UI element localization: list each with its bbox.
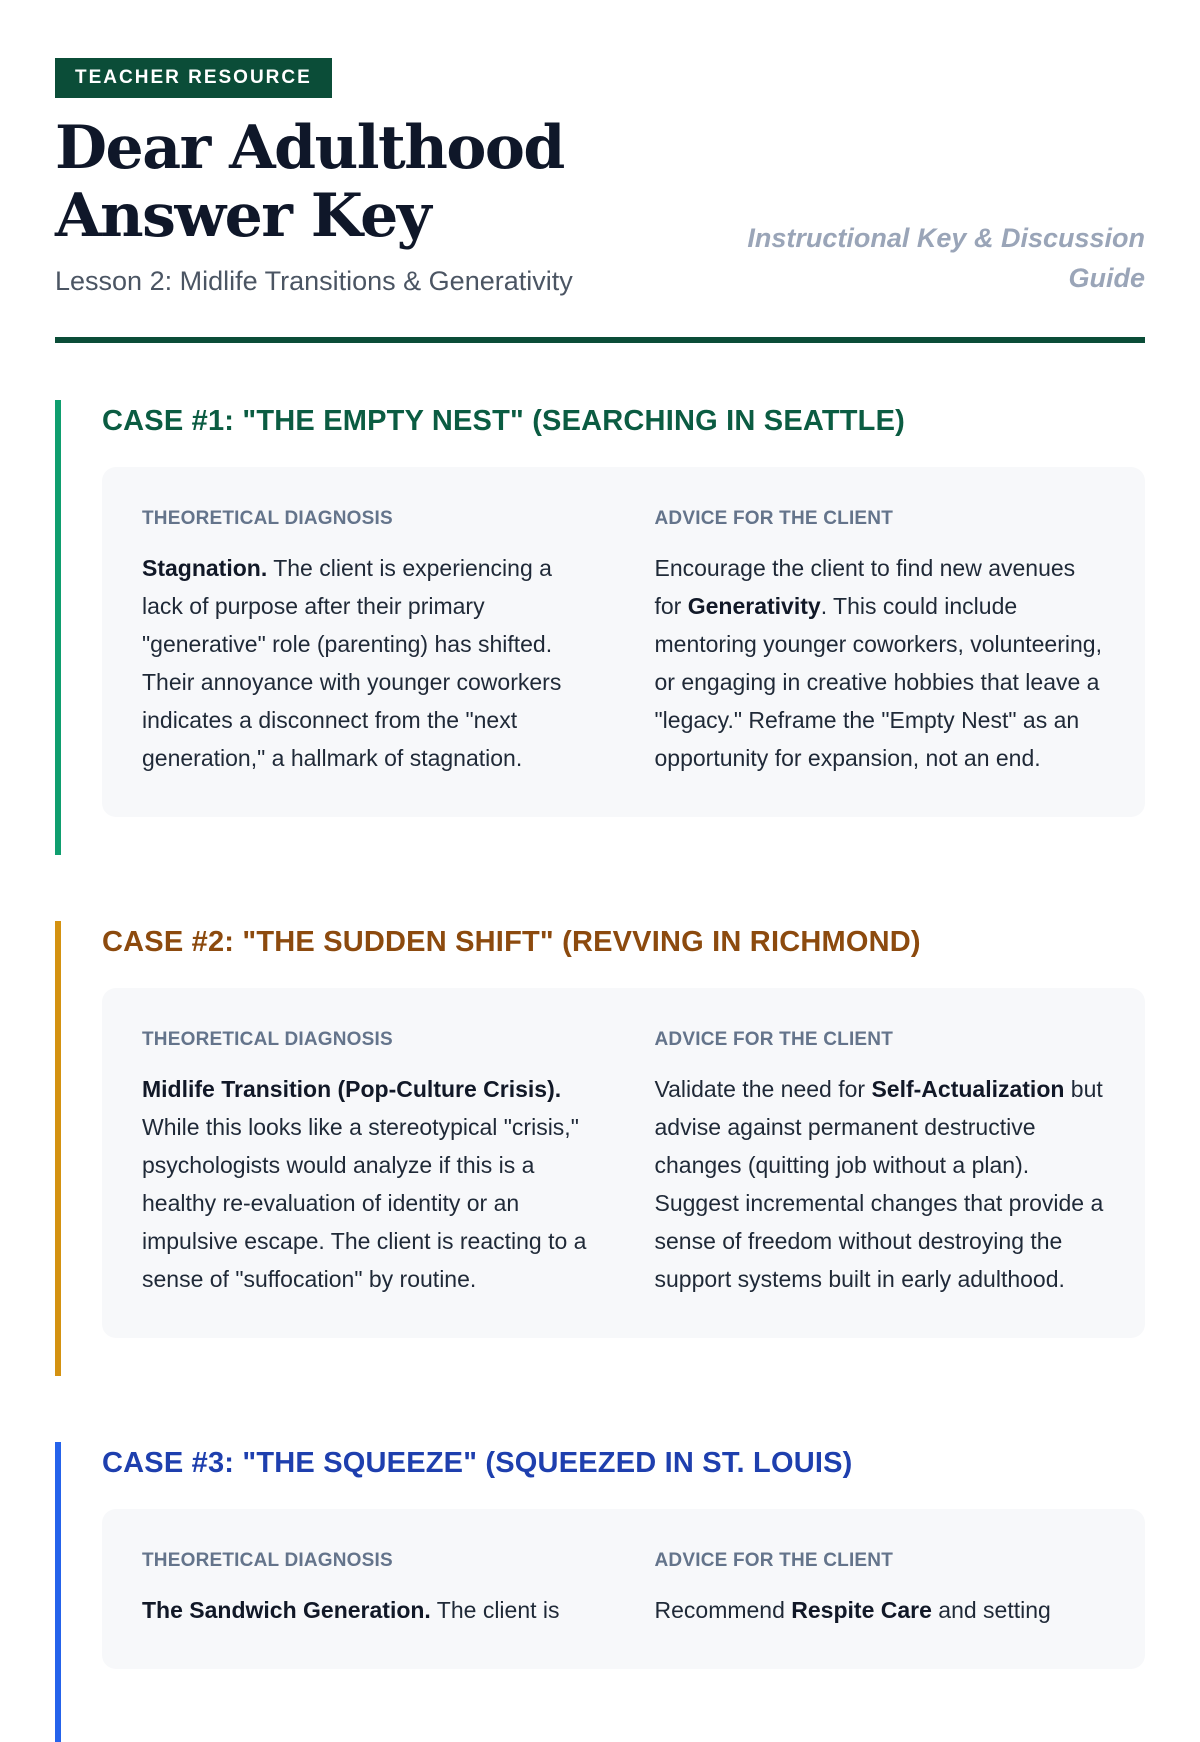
case-2-accent-bar [55, 921, 61, 1376]
case-3 [55, 1442, 1145, 1742]
diagnosis-text [142, 1591, 593, 1629]
case-1 [55, 400, 1145, 855]
guide-label: Instructional Key & Discussion Guide [747, 223, 1145, 293]
advice-term: Self-Actualization [871, 1076, 1065, 1102]
diagnosis-body: The client is experiencing a lack of purpose after their primary "generative" role (parenting) has shifted. Their annoyance with younger coworkers indicates a disconnect from the "next generation," a hallmark of stagnation. [142, 555, 562, 771]
advice-label: ADVICE FOR THE CLIENT [654, 508, 894, 529]
advice-term: Generativity [687, 593, 821, 619]
case-2-card [102, 988, 1145, 1338]
advice-label: ADVICE FOR THE CLIENT [654, 1029, 894, 1050]
diagnosis-label: THEORETICAL DIAGNOSIS [142, 1550, 393, 1571]
advice-term: Respite Care [791, 1597, 932, 1623]
case-1-accent-bar [55, 400, 61, 855]
case-2-advice [655, 1028, 1106, 1298]
advice-text [655, 1070, 1106, 1298]
case-1-advice [655, 507, 1106, 777]
advice-text [655, 1591, 1106, 1629]
case-3-accent-bar [55, 1442, 61, 1742]
diagnosis-label: THEORETICAL DIAGNOSIS [142, 508, 393, 529]
case-1-diagnosis [142, 507, 593, 777]
case-3-diagnosis [142, 1549, 593, 1629]
advice-pre: Validate the need for [654, 1076, 872, 1102]
diagnosis-body: The client is [430, 1597, 560, 1623]
advice-pre: Recommend [654, 1597, 792, 1623]
advice-post: but advise against permanent destructive changes (quitting job without a plan). Suggest incremental changes that provide a sense of freedom without destroying the support systems built in early adulthood. [654, 1076, 1104, 1292]
case-2 [55, 921, 1145, 1376]
diagnosis-text [142, 1070, 593, 1298]
diagnosis-label: THEORETICAL DIAGNOSIS [142, 1029, 393, 1050]
case-1-card [102, 467, 1145, 817]
advice-label: ADVICE FOR THE CLIENT [654, 1550, 894, 1571]
case-3-title: CASE #3: "THE SQUEEZE" (SQUEEZED IN ST. LOUIS) [102, 1447, 853, 1479]
diagnosis-term: The Sandwich Generation. [142, 1597, 431, 1623]
advice-text [655, 549, 1106, 777]
case-2-diagnosis [142, 1028, 593, 1298]
advice-pre: Encourage the client to find new avenues for [654, 555, 1076, 619]
diagnosis-term: Stagnation. [142, 555, 268, 581]
diagnosis-term: Midlife Transition (Pop-Culture Crisis). [142, 1076, 562, 1102]
case-2-title: CASE #2: "THE SUDDEN SHIFT" (REVVING IN RICHMOND) [102, 926, 921, 958]
case-3-card [102, 1509, 1145, 1669]
diagnosis-body: While this looks like a stereotypical "crisis," psychologists would analyze if this is a healthy re-evaluation of identity or an impulsive escape. The client is reacting to a sense of "suffocation" by routine. [142, 1114, 587, 1292]
page-header [55, 0, 1145, 345]
advice-post: and setting [931, 1597, 1051, 1623]
diagnosis-text [142, 549, 593, 777]
teacher-resource-badge: TEACHER RESOURCE [55, 58, 332, 98]
header-divider [55, 337, 1145, 343]
case-1-title: CASE #1: "THE EMPTY NEST" (SEARCHING IN SEATTLE) [102, 405, 905, 437]
case-3-advice [655, 1549, 1106, 1629]
page-title: Dear Adulthood Answer Key [55, 113, 564, 251]
lesson-subtitle: Lesson 2: Midlife Transitions & Generativity [55, 266, 573, 296]
advice-post: . This could include mentoring younger coworkers, volunteering, or engaging in creative hobbies that leave a "legacy." Reframe the "Empty Nest" as an opportunity for expansion, not an end. [654, 593, 1102, 771]
